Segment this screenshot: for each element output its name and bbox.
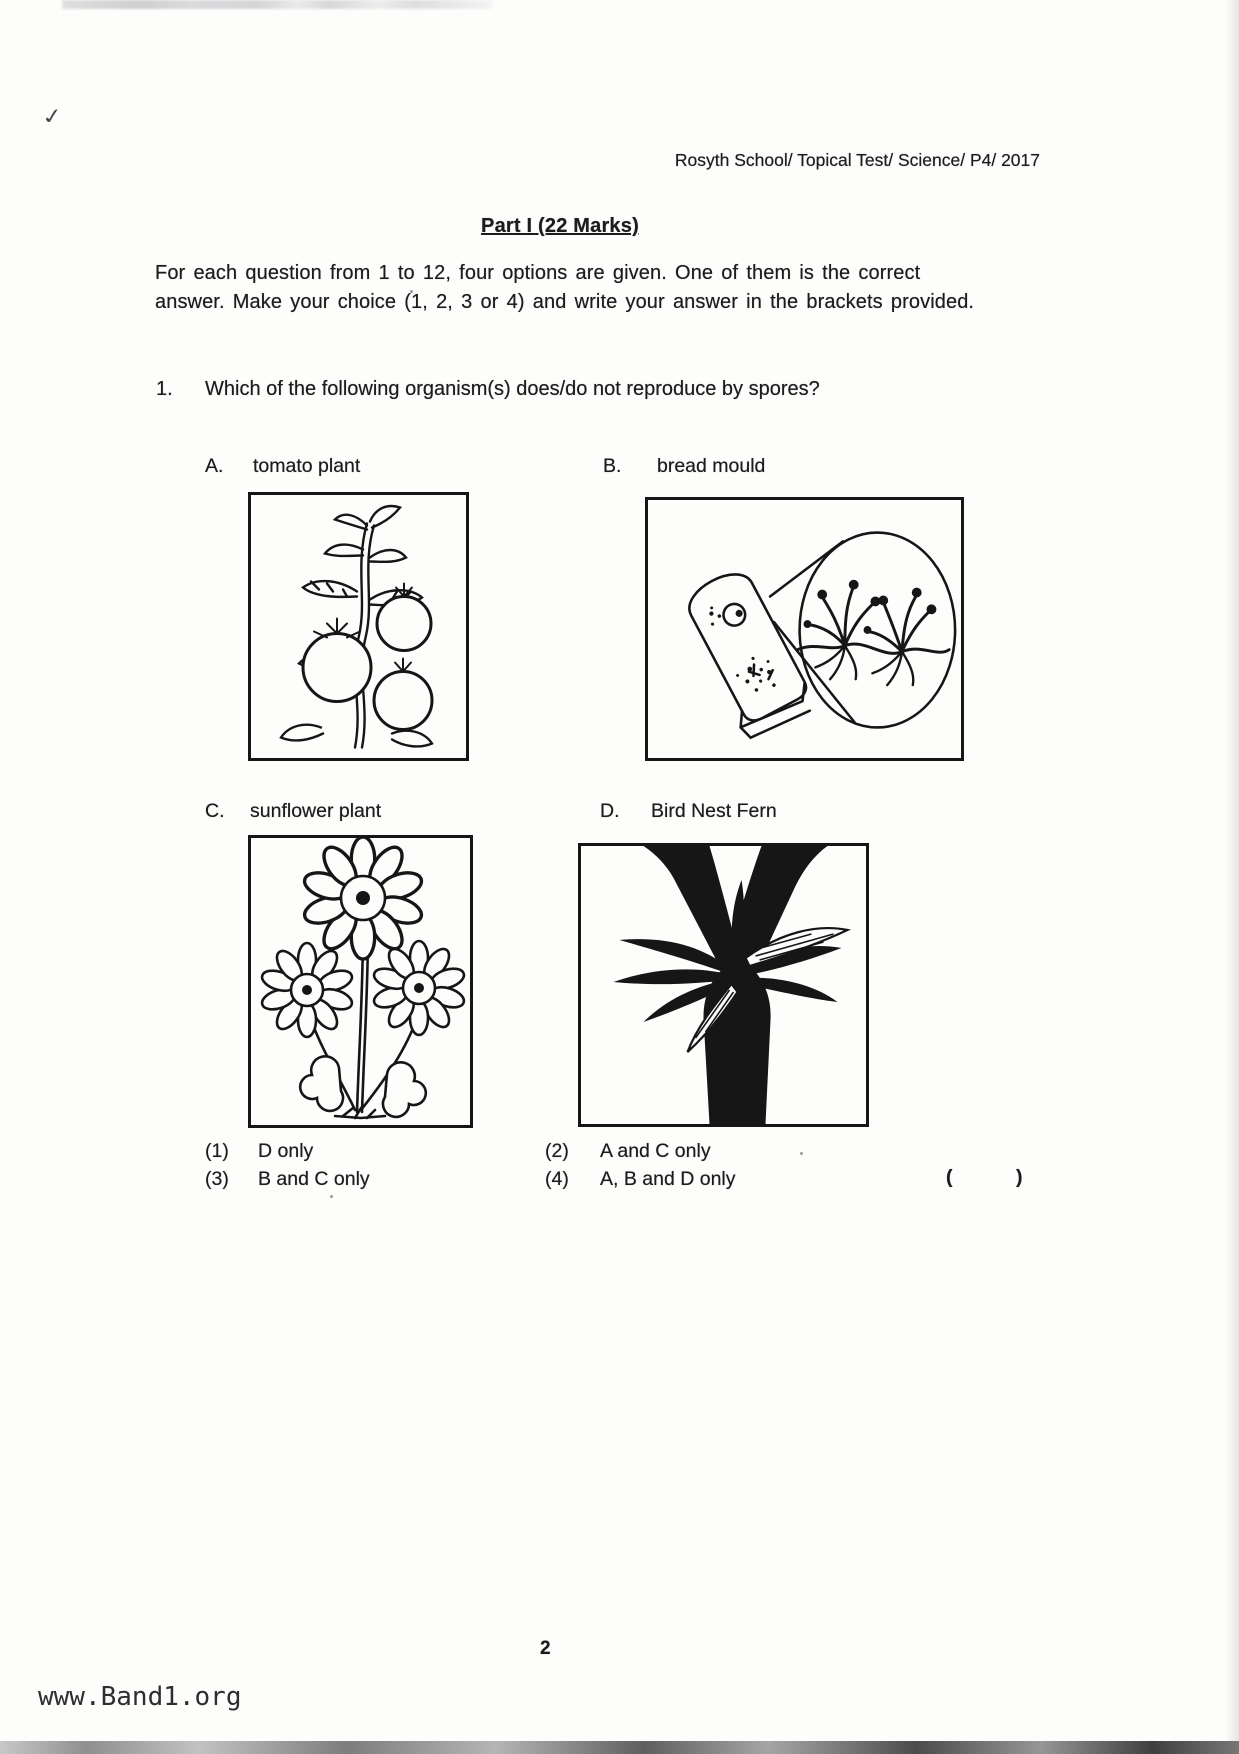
document-header: Rosyth School/ Topical Test/ Science/ P4/ 2017 (674, 150, 1040, 170)
option-d-image-box (578, 843, 869, 1127)
watermark: www.Band1.org (38, 1682, 242, 1712)
section-title: Part I (22 Marks) (481, 215, 639, 237)
answer-1-number: (1) (205, 1140, 229, 1162)
question-number: 1. (156, 378, 173, 400)
scan-right-edge-shadow (1225, 0, 1239, 1754)
answer-4-text: A, B and D only (600, 1168, 736, 1190)
answer-3-text: B and C only (258, 1168, 370, 1190)
option-a-label: A. (205, 455, 224, 477)
page-number: 2 (540, 1638, 551, 1659)
answer-bracket-open: ( (946, 1166, 953, 1188)
option-c-label: C. (205, 800, 225, 822)
answer-4-number: (4) (545, 1168, 569, 1190)
answer-2-text: A and C only (600, 1140, 711, 1162)
answer-1-text: D only (258, 1140, 314, 1162)
answer-bracket-close: ) (1016, 1166, 1023, 1188)
bottom-scan-bar (0, 1741, 1239, 1754)
answer-2-number: (2) (545, 1140, 569, 1162)
bread-mould-drawing (648, 500, 961, 758)
bird-nest-fern-drawing (581, 846, 866, 1124)
tomato-plant-drawing (251, 495, 466, 758)
option-b-label: B. (603, 455, 622, 477)
scan-smudge-artifact (62, 0, 492, 9)
pen-tick-mark: ✓ (39, 103, 66, 131)
option-b-image-box (645, 497, 964, 761)
instructions-line-2: answer. Make your choice (1, 2, 3 or 4) and write your answer in the brackets provided. (155, 291, 975, 313)
instructions-line-1: For each question from 1 to 12, four options are given. One of them is the correct (155, 262, 921, 284)
answer-3-number: (3) (205, 1168, 229, 1190)
option-a-image-box (248, 492, 469, 761)
question-text: Which of the following organism(s) does/do not reproduce by spores? (205, 378, 820, 400)
sunflower-plant-drawing (251, 838, 470, 1125)
option-a-name: tomato plant (253, 455, 361, 477)
option-c-image-box (248, 835, 473, 1128)
option-c-name: sunflower plant (250, 800, 382, 822)
option-b-name: bread mould (657, 455, 766, 477)
option-d-name: Bird Nest Fern (651, 800, 777, 822)
option-d-label: D. (600, 800, 620, 822)
